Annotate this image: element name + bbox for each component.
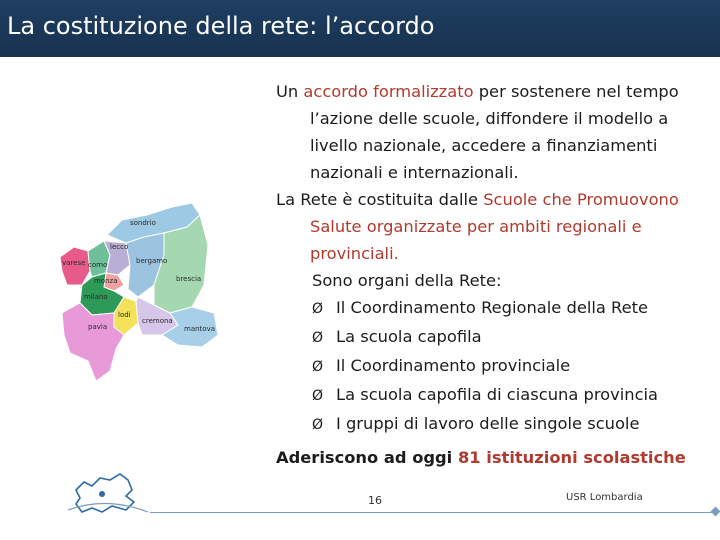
paragraph-accordo: Un accordo formalizzato per sostenere nel tempo l’azione delle scuole, diffondere il modello a livello nazionale, accedere a finanziamenti nazionali e internazionali. bbox=[276, 82, 679, 182]
list-item: Ø I gruppi di lavoro delle singole scuole bbox=[312, 410, 716, 439]
footer-organization: USR Lombardia bbox=[566, 492, 643, 503]
map-label-varese: varese bbox=[62, 259, 86, 267]
arrow-bullet-icon: Ø bbox=[312, 417, 324, 433]
slide-body bbox=[276, 78, 716, 439]
map-label-sondrio: sondrio bbox=[130, 219, 156, 227]
highlight-accordo: accordo formalizzato bbox=[303, 82, 474, 101]
closing-statement: Aderiscono ad oggi 81 istituzioni scolastiche bbox=[276, 448, 686, 467]
map-label-lodi: lodi bbox=[118, 311, 131, 319]
list-item: Ø La scuola capofila bbox=[312, 323, 716, 352]
list-item: Ø La scuola capofila di ciascuna provincia bbox=[312, 381, 716, 410]
slide-title: La costituzione della rete: l’accordo bbox=[7, 12, 435, 40]
map-label-brescia: brescia bbox=[176, 275, 202, 283]
corner-diamond-icon bbox=[711, 507, 720, 517]
organs-list bbox=[276, 294, 716, 439]
lombardia-outline-logo-icon bbox=[62, 466, 152, 518]
map-label-bergamo: bergamo bbox=[136, 257, 168, 265]
highlight-scuole: Scuole che Promuovono Salute organizzate per ambiti regionali e provinciali. bbox=[310, 190, 679, 263]
map-label-lecco: lecco bbox=[110, 243, 129, 251]
map-label-pavia: pavia bbox=[88, 323, 108, 331]
highlight-istituzioni: 81 istituzioni scolastiche bbox=[457, 448, 686, 467]
page-number: 16 bbox=[368, 494, 382, 507]
map-label-como: como bbox=[88, 261, 108, 269]
organs-label: Sono organi della Rete: bbox=[312, 271, 502, 290]
paragraph-rete: La Rete è costituita dalle Scuole che Promuovono Salute organizzate per ambiti regionali e provinciali. bbox=[276, 190, 679, 263]
arrow-bullet-icon: Ø bbox=[312, 359, 324, 375]
map-label-mantova: mantova bbox=[184, 325, 216, 333]
title-bar bbox=[0, 0, 720, 57]
list-item: Ø Il Coordinamento provinciale bbox=[312, 352, 716, 381]
map-label-milano: milano bbox=[84, 293, 108, 301]
map-label-cremona: cremona bbox=[142, 317, 173, 325]
arrow-bullet-icon: Ø bbox=[312, 301, 324, 317]
list-item: Ø Il Coordinamento Regionale della Rete bbox=[312, 294, 716, 323]
footer-divider bbox=[150, 512, 718, 513]
arrow-bullet-icon: Ø bbox=[312, 330, 324, 346]
lombardia-provinces-map bbox=[52, 185, 222, 385]
map-label-monza: monza bbox=[94, 277, 118, 285]
arrow-bullet-icon: Ø bbox=[312, 388, 324, 404]
